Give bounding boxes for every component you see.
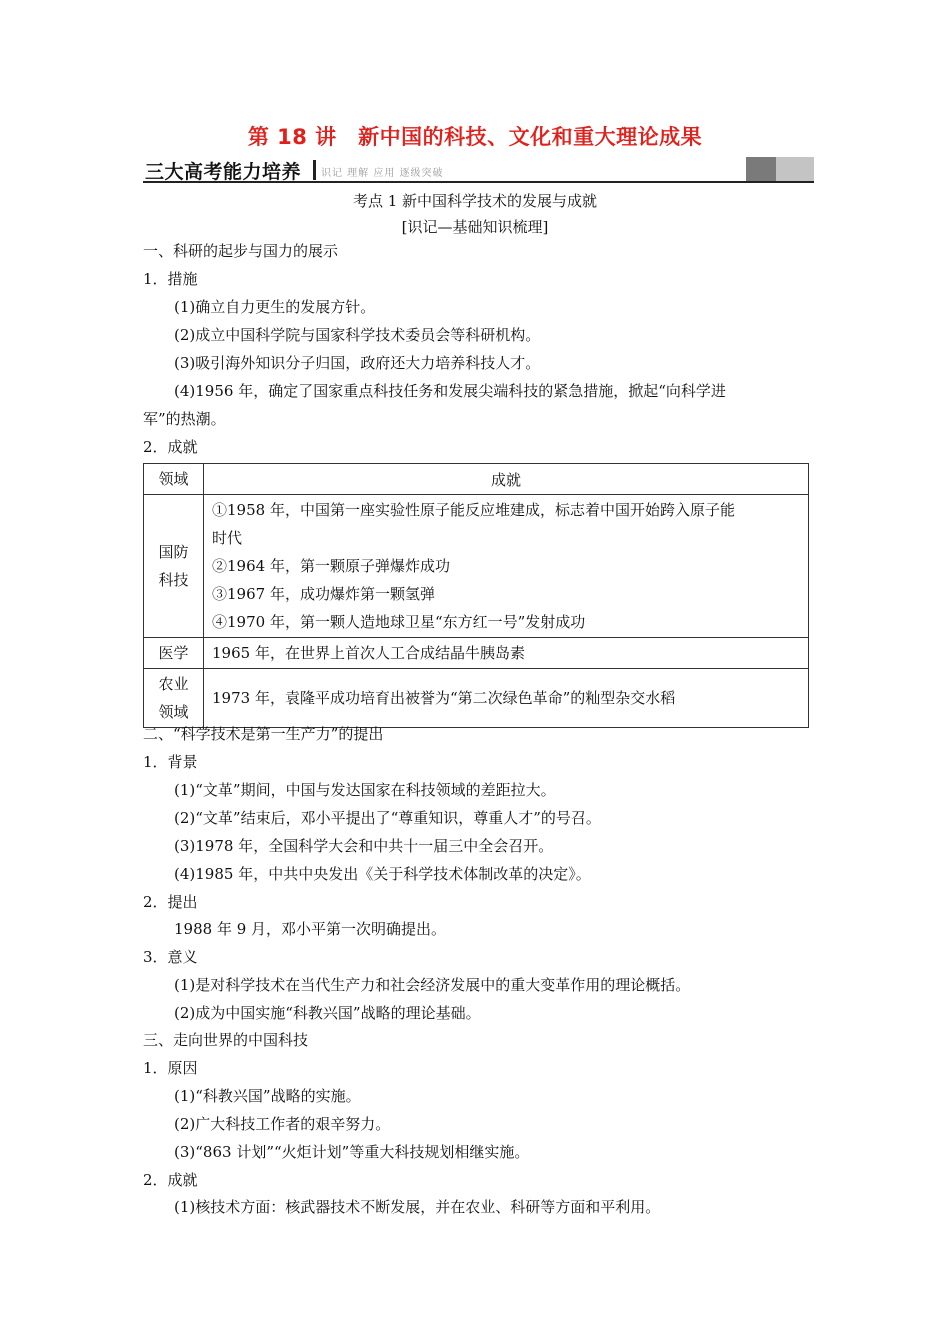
- text-line: (2)成立中国科学院与国家科学技术委员会等科研机构。: [174, 326, 541, 344]
- table-row: [144, 495, 809, 638]
- table-header-row: [144, 464, 809, 495]
- section-banner: [143, 157, 814, 183]
- heading-2: 二、“科学技术是第一生产力”的提出: [143, 725, 384, 743]
- header-field: 领域: [144, 464, 204, 495]
- achievement-cell: [204, 638, 809, 669]
- text-line: 军”的热潮。: [143, 410, 226, 428]
- subheading: 1．背景: [143, 753, 198, 771]
- text-line: (1)确立自力更生的发展方针。: [174, 298, 376, 316]
- field-text: 医学: [158, 644, 189, 662]
- section-title: 考点 1 新中国科学技术的发展与成就: [352, 192, 598, 210]
- subheading: 2．成就: [143, 1171, 198, 1189]
- banner-block-dark: [746, 157, 776, 181]
- header-achievement: 成就: [204, 464, 809, 495]
- text-line: (2)成为中国实施“科教兴国”战略的理论基础。: [174, 1004, 481, 1022]
- text-line: (3)“863 计划”“火炬计划”等重大科技规划相继实施。: [174, 1143, 530, 1161]
- banner-main-text: 三大高考能力培养: [145, 161, 302, 183]
- text-line: (2)广大科技工作者的艰辛努力。: [174, 1115, 391, 1133]
- text-line: (1)“文革”期间，中国与发达国家在科技领域的差距拉大。: [174, 781, 556, 799]
- achievement-cell: [204, 669, 809, 728]
- banner-divider: [313, 160, 316, 180]
- subheading: 2．成就: [143, 438, 198, 456]
- text-line: (1)“科教兴国”战略的实施。: [174, 1087, 361, 1105]
- text-line: (1)核技术方面：核武器技术不断发展，并在农业、科研等方面和平利用。: [174, 1198, 661, 1216]
- field-text: 农业: [158, 675, 189, 693]
- achievement-item: 1965 年，在世界上首次人工合成结晶牛胰岛素: [212, 644, 525, 662]
- achievement-item: 1973 年，袁隆平成功培育出被誉为“第二次绿色革命”的籼型杂交水稻: [212, 689, 676, 707]
- subheading: 1．原因: [143, 1059, 198, 1077]
- achievement-item: ①1958 年，中国第一座实验性原子能反应堆建成，标志着中国开始跨入原子能: [212, 501, 735, 519]
- achievement-item: 时代: [212, 529, 243, 547]
- text-line: (1)是对科学技术在当代生产力和社会经济发展中的重大变革作用的理论概括。: [174, 976, 691, 994]
- achievement-item: ④1970 年，第一颗人造地球卫星“东方红一号”发射成功: [212, 613, 586, 631]
- text-line: 1988 年 9 月，邓小平第一次明确提出。: [174, 920, 447, 938]
- section-subtitle: [识记—基础知识梳理]: [401, 218, 549, 236]
- field-text: 科技: [158, 571, 189, 589]
- table-row: [144, 669, 809, 728]
- achievement-cell: [204, 495, 809, 638]
- subheading: 3．意义: [143, 948, 198, 966]
- subheading: 1．措施: [143, 270, 198, 288]
- field-cell: [144, 638, 204, 669]
- banner-block-light: [776, 157, 814, 181]
- achievement-item: ③1967 年，成功爆炸第一颗氢弹: [212, 585, 435, 603]
- text-line: (2)“文革”结束后，邓小平提出了“尊重知识，尊重人才”的号召。: [174, 809, 601, 827]
- field-text: 领域: [158, 703, 189, 721]
- field-cell: [144, 495, 204, 638]
- heading-1: 一、科研的起步与国力的展示: [143, 242, 339, 260]
- banner-sub-text: 识记 理解 应用 逐级突破: [321, 168, 444, 179]
- text-line: (3)1978 年，全国科学大会和中共十一届三中全会召开。: [174, 837, 554, 855]
- table-row: [144, 638, 809, 669]
- field-cell: [144, 669, 204, 728]
- field-text: 国防: [158, 543, 189, 561]
- text-line: (4)1985 年，中共中央发出《关于科学技术体制改革的决定》。: [174, 865, 591, 883]
- achievement-item: ②1964 年，第一颗原子弹爆炸成功: [212, 557, 450, 575]
- heading-3: 三、走向世界的中国科技: [143, 1031, 309, 1049]
- text-line: (3)吸引海外知识分子归国，政府还大力培养科技人才。: [174, 354, 541, 372]
- text-line: (4)1956 年，确定了国家重点科技任务和发展尖端科技的紧急措施，掀起“向科学进: [174, 382, 726, 400]
- page-title: 第 18 讲 新中国的科技、文化和重大理论成果: [247, 125, 703, 149]
- subheading: 2．提出: [143, 893, 198, 911]
- achievements-table: [143, 463, 809, 728]
